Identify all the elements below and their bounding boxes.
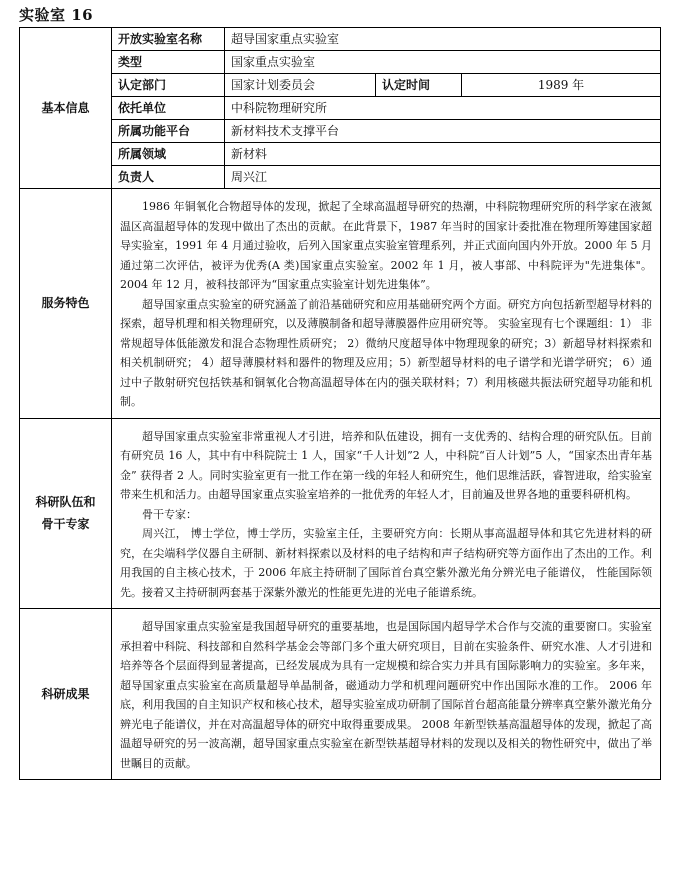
basic-info-row-name [20, 28, 661, 51]
basic-info-row-type [20, 51, 661, 74]
service-features-paragraph: 1986 年铜氧化合物超导体的发现，掀起了全球高温超导研究的热潮，中科院物理研究所的科学家在液氮温区高温超导体的发现中做出了杰出的贡献。在此背景下，1987 年当时的国家计委批准在物理所筹建国家超导实验室，1991 年 4 月通过验收，后列入国家重点实验室管理系列，并正式面向国内外开放。2000 年 5 月通过第二次评估，被评为优秀(A 类)国家重点实验室。2002 年 1 月，被人事部、中科院评为"先进集体"。2004 年 12 月，被科技部评为“国家重点实验室计划先进集体”。 [120, 200, 653, 291]
page-title: 实验室 16 [19, 6, 94, 24]
label-approving-dept: 认定部门 [112, 74, 225, 97]
basic-info-row-field [20, 143, 661, 166]
basic-info-row-platform [20, 120, 661, 143]
value-type: 国家重点实验室 [225, 51, 661, 74]
service-features-paragraph: 超导国家重点实验室的研究涵盖了前沿基础研究和应用基础研究两个方面。研究方向包括新型超导材料的探索，超导机理和相关物理研究，以及薄膜制备和超导薄膜器件应用研究等。 实验室现有七个课题组：1） 非常规超导体低能激发和混合态物理性质研究； 2）微纳尺度超导体中物理现象的研究；3）新超导材料探索和相关机制研究； 4）超导薄膜材料和器件的物理及应用；5）新型超导材料的电子谱学和光谱学研究； 6）通过中子散射研究包括铁基和铜氧化合物高温超导体在内的强关联材料；7）利用核磁共振法研究超导功能和机制。 [120, 297, 653, 408]
section-label-research-team-line1: 科研队伍和 [35, 495, 96, 510]
basic-info-row-head [20, 166, 661, 189]
value-field: 新材料 [225, 143, 661, 166]
basic-info-row-host [20, 97, 661, 120]
label-lab-name: 开放实验室名称 [112, 28, 225, 51]
research-team-paragraph: 超导国家重点实验室非常重视人才引进，培养和队伍建设，拥有一支优秀的、结构合理的研究队伍。目前有研究员 16 人，其中有中科院院士 1 人，国家“千人计划”2 人，中科院“百人计划”5 人，“国家杰出青年基金” 获得者 2 人。同时实验室更有一批工作在第一线的年轻人和研究生，他们思维活跃，睿智进取，给实验室带来生机和活力。由超导国家重点实验室培养的一批优秀的年轻人才，目前遍及世界各地的重要科研机构。 [120, 429, 653, 501]
value-lab-name: 超导国家重点实验室 [225, 28, 661, 51]
service-features-content [112, 189, 661, 419]
section-label-research-results: 科研成果 [20, 609, 112, 780]
label-platform: 所属功能平台 [112, 120, 225, 143]
research-results-row [20, 609, 661, 780]
value-host-unit: 中科院物理研究所 [225, 97, 661, 120]
section-label-basic-info: 基本信息 [20, 28, 112, 189]
key-experts-heading: 骨干专家： [142, 507, 197, 521]
section-label-research-team-line2: 骨干专家 [41, 517, 90, 532]
key-expert-bio: 周兴江， 博士学位，博士学历，实验室主任，主要研究方向：长期从事高温超导体和其它先进材料的研究，在尖端科学仪器自主研制、新材料探索以及材料的电子结构和声子结构研究等方面作出了杰出的工作。利用我国的自主核心技术，于 2006 年底主持研制了国际首台真空紫外激光角分辨光电子能谱仪， 性能国际领先。接着又主持研制两套基于深紫外激光的性能更先进的光电子能谱系统。 [120, 527, 653, 599]
lab-info-table [19, 27, 661, 780]
research-team-content [112, 418, 661, 609]
basic-info-row-dept [20, 74, 661, 97]
research-results-content [112, 609, 661, 780]
value-platform: 新材料技术支撑平台 [225, 120, 661, 143]
value-approving-dept: 国家计划委员会 [225, 74, 376, 97]
section-label-research-team [20, 418, 112, 609]
label-person-in-charge: 负责人 [112, 166, 225, 189]
label-host-unit: 依托单位 [112, 97, 225, 120]
section-label-service-features: 服务特色 [20, 189, 112, 419]
service-features-row [20, 189, 661, 419]
label-approval-time: 认定时间 [376, 74, 462, 97]
value-approval-time: 1989 年 [462, 74, 661, 97]
research-team-row [20, 418, 661, 609]
research-results-paragraph: 超导国家重点实验室是我国超导研究的重要基地，也是国际国内超导学术合作与交流的重要窗口。实验室承担着中科院、科技部和自然科学基金会等部门多个重大研究项目，目前在实验条件、研究水准、人才引进和培养等各个层面得到显著提高，已经发展成为具有一定规模和综合实力并具有国际影响力的实验室。多年来，超导国家重点实验室在高质量超导单晶制备，磁通动力学和机理问题研究中作出国际水准的工作。 2006 年底，利用我国的自主知识产权和核心技术，超导实验室成功研制了国际首台超高能量分辨率真空紫外激光角分辨光电子能谱仪，并在对高温超导体的研究中取得重要成果。 2008 年新型铁基高温超导体的发现，掀起了高温超导研究的另一波高潮，超导国家重点实验室在新型铁基超导材料的发现以及相关的物性研究中，做出了举世瞩目的贡献。 [120, 620, 653, 770]
label-field: 所属领域 [112, 143, 225, 166]
label-type: 类型 [112, 51, 225, 74]
value-person-in-charge: 周兴江 [225, 166, 661, 189]
